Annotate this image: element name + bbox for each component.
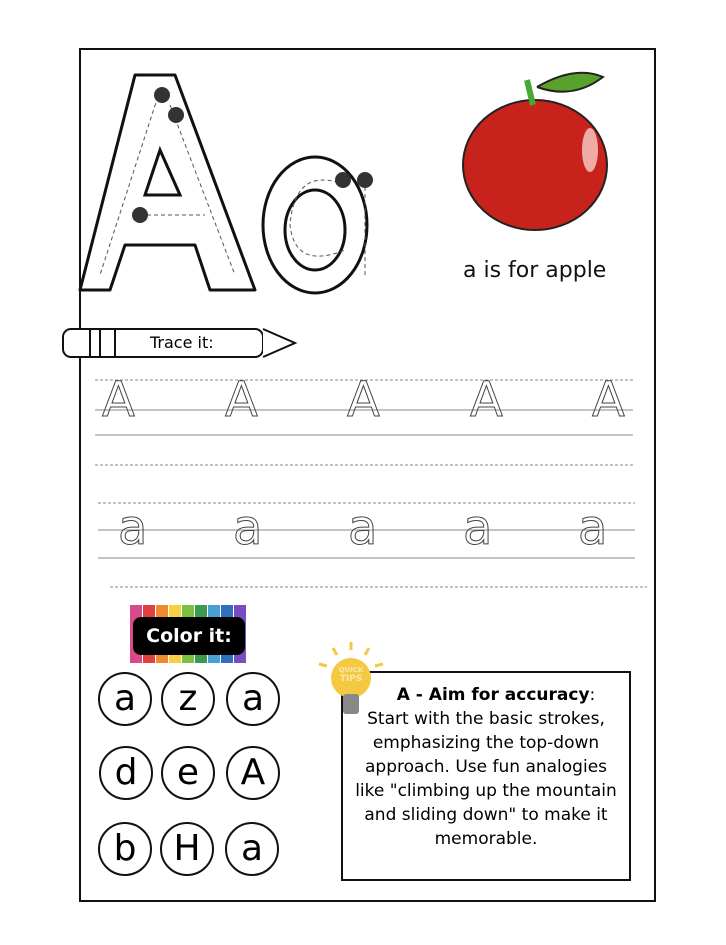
trace-letter: a bbox=[118, 500, 148, 556]
trace-letter: A bbox=[102, 372, 135, 428]
color-circle[interactable]: H bbox=[160, 822, 214, 876]
apple-caption: a is for apple bbox=[463, 258, 607, 283]
tips-body: Start with the basic strokes, emphasizing the top-down approach. Use fun analogies like "climbing up the mountain and sliding down" to make it memorable. bbox=[355, 709, 617, 849]
trace-letter: A bbox=[347, 372, 380, 428]
trace-label: Trace it: bbox=[150, 333, 214, 352]
color-circle[interactable]: a bbox=[225, 822, 279, 876]
badge-line2: TIPS bbox=[339, 674, 363, 684]
trace-letter: a bbox=[348, 500, 378, 556]
color-circle[interactable]: b bbox=[98, 822, 152, 876]
trace-letter: A bbox=[592, 372, 625, 428]
trace-letter: A bbox=[470, 372, 503, 428]
color-it-label: Color it: bbox=[133, 617, 245, 655]
color-circle[interactable]: A bbox=[226, 746, 280, 800]
color-circle[interactable]: e bbox=[161, 746, 215, 800]
letter-guide-graphic bbox=[75, 65, 395, 305]
tips-colon: : bbox=[589, 685, 596, 705]
trace-letter: a bbox=[463, 500, 493, 556]
color-circle[interactable]: d bbox=[99, 746, 153, 800]
tips-title: A - Aim for accuracy bbox=[396, 685, 590, 705]
color-circle[interactable]: z bbox=[161, 672, 215, 726]
quick-tips-badge bbox=[336, 666, 366, 684]
badge-line1: QUICK bbox=[338, 666, 364, 674]
trace-letter: A bbox=[225, 372, 258, 428]
color-circle[interactable]: a bbox=[98, 672, 152, 726]
color-circle[interactable]: a bbox=[226, 672, 280, 726]
trace-letter: a bbox=[233, 500, 263, 556]
apple-icon bbox=[455, 65, 615, 235]
trace-letter: a bbox=[578, 500, 608, 556]
